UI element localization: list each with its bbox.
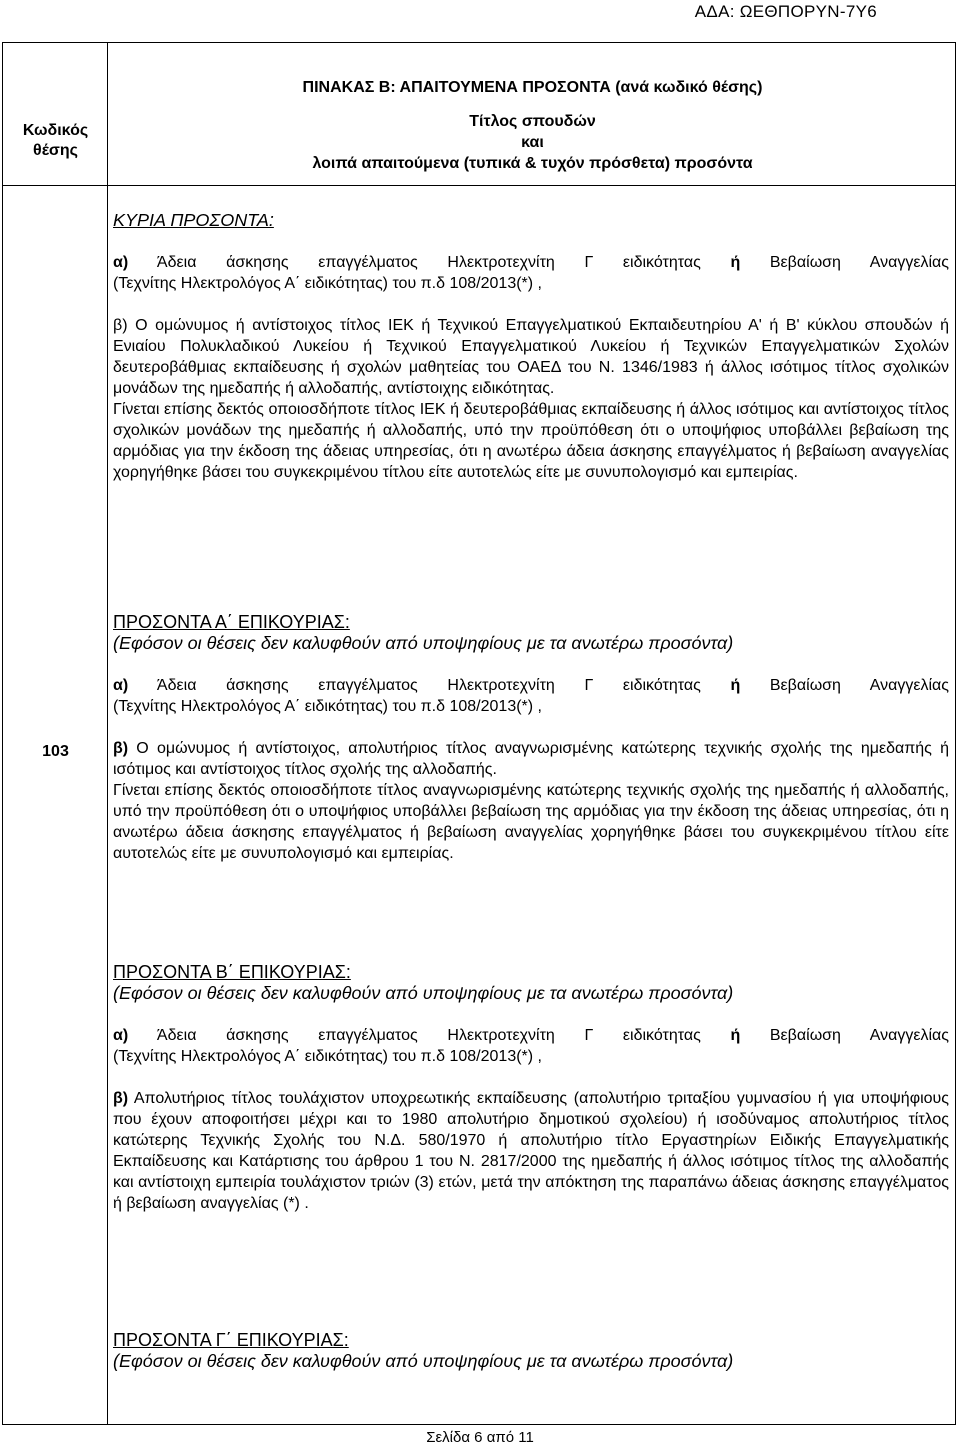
aux-a-qualifications [113,612,949,864]
aux-b-b-label: β) [113,1090,129,1107]
main-qualifications [113,210,949,483]
aux-a-note: (Εφόσον οι θέσεις δεν καλυφθούν από υποψηφίους με τα ανωτέρω προσόντα) [113,633,734,653]
subtitle-1: Τίτλος σπουδών [469,113,596,130]
aux-b-a-text-post: Βεβαίωση Αναγγελίας [740,1027,949,1044]
aux-c-note: (Εφόσον οι θέσεις δεν καλυφθούν από υποψηφίους με τα ανωτέρω προσόντα) [113,1351,734,1371]
aux-a-a-text-pre: Άδεια άσκησης επαγγέλματος Ηλεκτροτεχνίτη Γ ειδικότητας [128,677,731,694]
main-a-text-pre: Άδεια άσκησης επαγγέλματος Ηλεκτροτεχνίτη Γ ειδικότητας [128,254,731,271]
subtitle-2: και [521,134,544,151]
aux-c-qualifications [113,1330,949,1372]
aux-b-b-body: Απολυτήριος τίτλος τουλάχιστον υποχρεωτικής εκπαίδευσης (απολυτήριο τριταξίου γυμνασίου ή για υποψήφιους που έχουν αποφοιτήσει μέχρι και το 1980 απολυτήριο δημοτικού σχολείου) ή ισοδύναμος απολυτήριος τίτλος κατώτερης Τεχνικής Σχολής του Ν.Δ. 580/1970 ή απολυτήριο τίτλο Εργαστηρίων Ειδικής Επαγγελματικής Εκπαίδευσης και Κατάρτισης του άρθρου 1 του Ν. 2817/2000 της ημεδαπής ή άλλος ισότιμος τίτλος της αλλοδαπής και αντίστοιχη εμπειρία τουλάχιστον τριών (3) ετών, μετά την απόκτηση της παραπάνω άδειας άσκησης επαγγέλματος ή βεβαίωση αναγγελίας (*) . [113,1090,949,1212]
aux-a-b-label: β) [113,740,129,757]
aux-b-b-text [113,1088,949,1214]
main-a-line2: (Τεχνίτης Ηλεκτρολόγος Α΄ ειδικότητας) του π.δ 108/2013(*) , [113,275,542,292]
main-a-text-post: Βεβαίωση Αναγγελίας [740,254,949,271]
aux-a-heading: ΠΡΟΣΟΝΤΑ Α΄ ΕΠΙΚΟΥΡΙΑΣ: [113,612,350,632]
page-number: Σελίδα 6 από 11 [426,1429,534,1446]
document-id: ΑΔΑ: ΩΕΘΠΟΡΥΝ-7Υ6 [694,2,877,21]
table-title: ΠΙΝΑΚΑΣ Β: ΑΠΑΙΤΟΥΜΕΝΑ ΠΡΟΣΟΝΤΑ (ανά κωδικό θέσης) [302,79,763,96]
aux-c-heading: ΠΡΟΣΟΝΤΑ Γ΄ ΕΠΙΚΟΥΡΙΑΣ: [113,1330,349,1350]
aux-b-heading: ΠΡΟΣΟΝΤΑ Β΄ ΕΠΙΚΟΥΡΙΑΣ: [113,962,351,982]
aux-b-a-line1 [113,1025,949,1046]
code-column [3,43,108,1424]
aux-b-a-line2: (Τεχνίτης Ηλεκτρολόγος Α΄ ειδικότητας) του π.δ 108/2013(*) , [113,1048,542,1065]
aux-a-b-text [113,738,949,780]
code-label-1: Κωδικός [22,122,89,139]
aux-b-a-label: α) [113,1027,129,1044]
position-code: 103 [42,743,69,760]
aux-a-a-label: α) [113,677,129,694]
aux-b-a-text-pre: Άδεια άσκησης επαγγέλματος Ηλεκτροτεχνίτη Γ ειδικότητας [128,1027,731,1044]
main-a-line1 [113,252,949,273]
main-c-text: Γίνεται επίσης δεκτός οποιοσδήποτε τίτλος ΙΕΚ ή δευτεροβάθμιας εκπαίδευσης ή άλλος ισότιμος και αντίστοιχος τίτλος σχολικών μονάδων της ημεδαπής ή αλλοδαπής, υπό την προϋπόθεση ότι ο υποψήφιος υποβάλλει βεβαίωση της αρμόδιας για την έκδοση της άδειας υπηρεσίας, ότι η ανωτέρω άδεια άσκησης επαγγέλματος ή βεβαίωση αναγγελίας χορηγήθηκε βάσει του συγκεκριμένου τίτλου είτε αυτοτελώς είτε με συνυπολογισμό και εμπειρίας. [113,401,949,481]
subtitle-3: λοιπά απαιτούμενα (τυπικά & τυχόν πρόσθετα) προσόντα [312,155,753,172]
aux-a-a-line2: (Τεχνίτης Ηλεκτρολόγος Α΄ ειδικότητας) του π.δ 108/2013(*) , [113,698,542,715]
code-label-2: θέσης [33,142,78,159]
aux-a-c-text: Γίνεται επίσης δεκτός οποιοσδήποτε τίτλος αναγνωρισμένης κατώτερης τεχνικής σχολής της ημεδαπής ή αλλοδαπής, υπό την προϋπόθεση ότι ο υποψήφιος υποβάλλει βεβαίωση της αρμόδιας για την έκδοση της άδειας υπηρεσίας, ότι η ανωτέρω άδεια άσκησης επαγγέλματος ή βεβαίωση αναγγελίας χορηγήθηκε βάσει του συγκεκριμένου τίτλου είτε αυτοτελώς είτε με συνυπολογισμό και εμπειρίας. [113,782,949,862]
header-divider [3,185,955,186]
table-header [108,77,957,174]
main-b-text: β) Ο ομώνυμος ή αντίστοιχος τίτλος ΙΕΚ ή Τεχνικού Επαγγελματικού Εκπαιδευτηρίου Α' ή Β' κύκλου σπουδών ή Ενιαίου Πολυκλαδικού Λυκείου ή Τεχνικού Επαγγελματικού Λυκείου ή Τεχνικών Επαγγελματικών Σχολών δευτεροβάθμιας εκπαίδευσης ή σχολών μαθητείας του ΟΑΕΔ του Ν. 1346/1983 ή άλλος ισότιμος τίτλος σχολικών μονάδων της ημεδαπής ή αλλοδαπής, αντίστοιχης ειδικότητας. [113,317,949,397]
main-a-or: ή [730,254,741,271]
aux-a-a-or: ή [730,677,741,694]
main-heading: ΚΥΡΙΑ ΠΡΟΣΟΝΤΑ: [113,210,274,230]
aux-a-a-text-post: Βεβαίωση Αναγγελίας [740,677,949,694]
aux-b-a-or: ή [730,1027,741,1044]
aux-b-note: (Εφόσον οι θέσεις δεν καλυφθούν από υποψηφίους με τα ανωτέρω προσόντα) [113,983,734,1003]
aux-a-a-line1 [113,675,949,696]
main-a-label: α) [113,254,129,271]
aux-b-qualifications [113,962,949,1214]
aux-a-b-body: Ο ομώνυμος ή αντίστοιχος, απολυτήριος τίτλος αναγνωρισμένης κατώτερης τεχνικής σχολής της ημεδαπής ή ισότιμος και αντίστοιχος τίτλος σχολής της αλλοδαπής. [113,740,949,778]
code-column-header [3,121,108,161]
